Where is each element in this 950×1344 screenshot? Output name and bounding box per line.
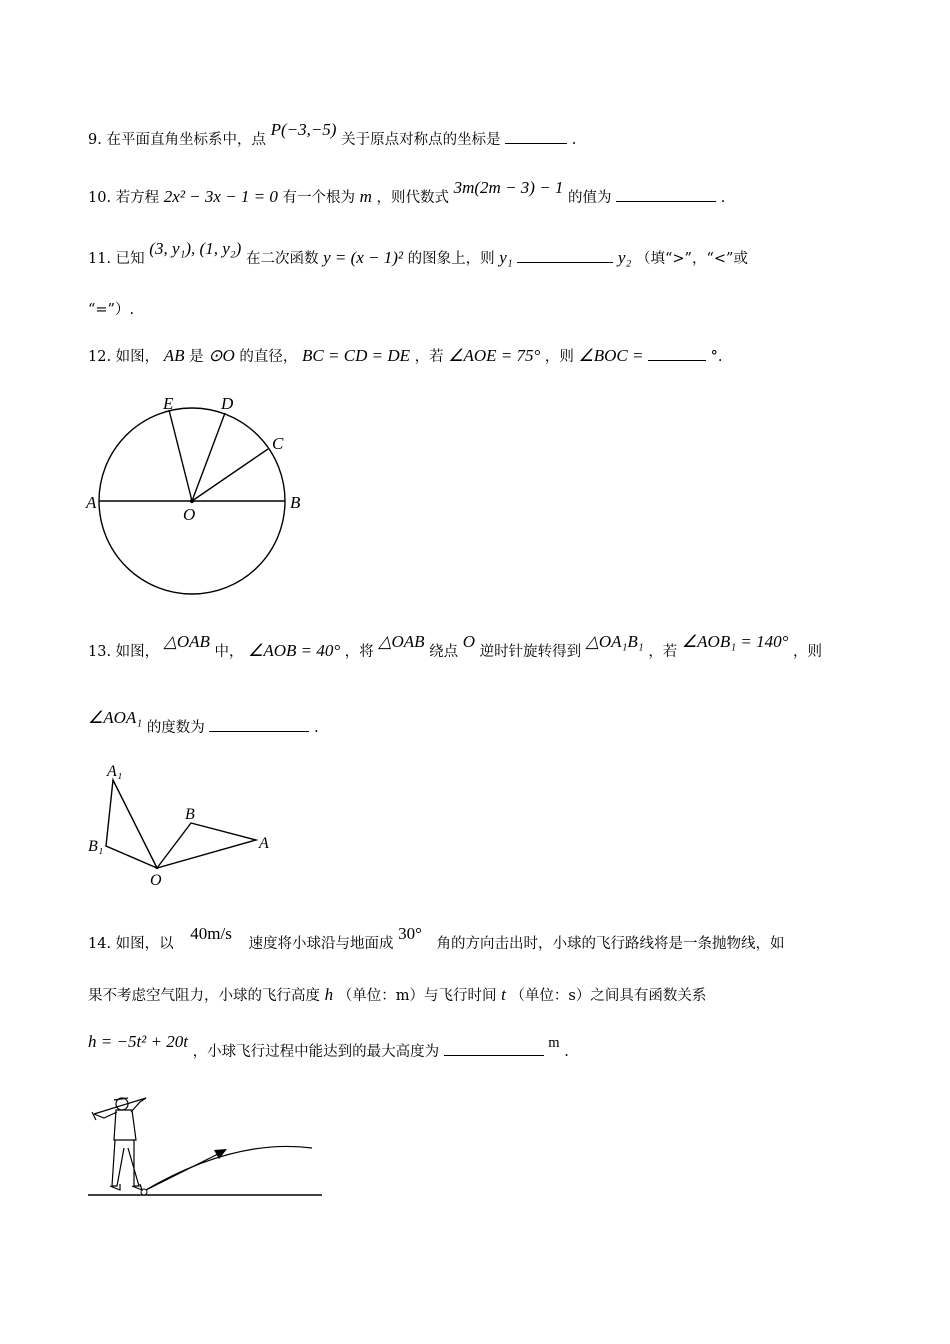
q12-radius-oe xyxy=(169,410,192,501)
q12-label-a: A xyxy=(86,493,97,512)
q13-text-g: ，则 xyxy=(793,644,822,660)
q14-line2-a: 果不考虑空气阻力，小球的飞行高度 xyxy=(88,988,320,1004)
q13-triangle-oa1b1-shape xyxy=(106,780,157,868)
q13-triangle-oab-2: △OAB xyxy=(378,632,425,651)
q13-label-a: A xyxy=(259,835,269,852)
q12-center-dot xyxy=(190,499,194,503)
q11-y2: y₂ xyxy=(617,248,632,267)
q14-golfer-icon xyxy=(92,1098,146,1190)
q12-label-b: B xyxy=(290,493,301,512)
q10-text-a: 若方程 xyxy=(115,190,160,206)
q10-text-b: 有一个根为 xyxy=(282,190,355,206)
q13-label-b: B xyxy=(185,806,195,823)
q10-text-d: 的值为 xyxy=(568,190,612,206)
q12-answer-blank[interactable] xyxy=(648,346,706,361)
q12-circle-o: ⊙O xyxy=(208,346,235,365)
q14-line2-c: （单位：s）之间具有函数关系 xyxy=(510,988,707,1004)
q12-text-e: ，则 xyxy=(544,349,574,365)
q12-radius-oc xyxy=(192,449,268,501)
q13-angle-aob: ∠AOB = 40° xyxy=(248,641,341,660)
q11-text-d: （填“>”，“<”或 xyxy=(636,251,748,267)
q14-speed: 40m/s xyxy=(190,924,232,943)
q13-rotation-figure xyxy=(82,758,282,893)
q14-text-a: 如图，以 xyxy=(115,936,174,952)
q13-point-o: O xyxy=(462,632,476,651)
question-11-line2 xyxy=(88,299,134,321)
q13-angle-aoa1: ∠AOA₁ xyxy=(88,708,143,727)
q11-y1: y₁ xyxy=(499,248,513,267)
question-11 xyxy=(88,239,748,270)
q9-end: . xyxy=(571,132,577,148)
q11-text-b: 在二次函数 xyxy=(245,251,319,267)
q9-answer-blank[interactable] xyxy=(505,129,567,144)
q13-answer-blank[interactable] xyxy=(209,717,309,732)
question-9 xyxy=(88,120,577,151)
q14-var-t: t xyxy=(501,985,506,1004)
q14-unit: m xyxy=(548,1035,560,1051)
q14-answer-blank[interactable] xyxy=(444,1041,544,1056)
q13-text-a: 如图， xyxy=(115,644,160,660)
q13-text-c: ，将 xyxy=(344,644,374,660)
q13-text-e: 逆时针旋转得到 xyxy=(479,644,582,660)
q10-equation: 2x² − 3x − 1 = 0 xyxy=(163,187,278,206)
q10-number: 10. xyxy=(88,190,112,206)
q12-radius-od xyxy=(192,413,225,501)
q11-function: y = (x − 1)² xyxy=(323,248,404,267)
q10-answer-blank[interactable] xyxy=(616,187,716,202)
q12-text-d: ，若 xyxy=(414,349,444,365)
q11-text-c: 的图象上，则 xyxy=(407,251,495,267)
q13-text-f: ，若 xyxy=(648,644,678,660)
q9-text-b: 关于原点对称点的坐标是 xyxy=(341,132,501,148)
question-10 xyxy=(88,178,726,209)
q13-label-b1: B₁ xyxy=(88,838,104,855)
question-14 xyxy=(88,924,785,955)
q12-label-d: D xyxy=(221,394,234,413)
q12-label-e: E xyxy=(163,394,174,413)
q9-text-a: 在平面直角坐标系中，点 xyxy=(106,132,266,148)
q12-text-c: 的直径， xyxy=(239,349,298,365)
q12-circle-figure xyxy=(80,385,310,600)
q13-text-d: 绕点 xyxy=(429,644,459,660)
q13-number: 13. xyxy=(88,644,112,660)
q12-angle-aoe: ∠AOE = 75° xyxy=(448,346,541,365)
q10-end: . xyxy=(720,190,726,206)
q14-line2-b: （单位：m）与飞行时间 xyxy=(337,988,497,1004)
q14-end: . xyxy=(564,1044,569,1060)
q12-label-c: C xyxy=(272,434,284,453)
q14-direction-arrow xyxy=(144,1151,224,1191)
q13-label-a1: A₁ xyxy=(107,763,123,780)
q14-number: 14. xyxy=(88,936,112,952)
question-13 xyxy=(88,632,822,663)
q12-end: °. xyxy=(710,349,723,365)
q13-end: . xyxy=(314,720,319,736)
question-14-line2 xyxy=(88,984,706,1007)
q12-text-a: 如图， xyxy=(115,349,160,365)
question-12 xyxy=(88,345,723,368)
q9-number: 9. xyxy=(88,132,102,148)
q12-arcs: BC = CD = DE xyxy=(302,346,410,365)
q11-text-a: 已知 xyxy=(115,251,145,267)
q13-angle-aob1: ∠AOB₁ = 140° xyxy=(681,632,789,651)
q14-angle: 30° xyxy=(398,924,422,943)
q10-root-m: m xyxy=(359,187,372,206)
q10-expression: 3m(2m − 3) − 1 xyxy=(453,178,564,197)
q12-label-o: O xyxy=(183,505,196,524)
question-14-line3 xyxy=(88,1032,569,1063)
q12-angle-boc: ∠BOC = xyxy=(578,346,644,365)
q10-text-c: ，则代数式 xyxy=(376,190,449,206)
q11-points: (3, y₁), (1, y₂) xyxy=(149,239,242,258)
q14-function: h = −5t² + 20t xyxy=(88,1032,188,1051)
q13-triangle-oab-shape xyxy=(157,823,256,868)
q13-text-b: 中， xyxy=(214,644,244,660)
q9-point-p: P(−3,−5) xyxy=(270,120,337,139)
q14-line3-a: ，小球飞行过程中能达到的最大高度为 xyxy=(192,1044,440,1060)
q14-text-c: 角的方向击出时，小球的飞行路线将是一条抛物线，如 xyxy=(436,936,785,952)
q11-number: 11. xyxy=(88,251,112,267)
q11-line2: “=”）. xyxy=(88,302,135,318)
q12-number: 12. xyxy=(88,349,112,365)
q14-golfer-figure xyxy=(84,1088,329,1203)
q13-triangle-oab: △OAB xyxy=(163,632,210,651)
q12-text-b: 是 xyxy=(189,349,204,365)
q13-label-o: O xyxy=(150,872,162,889)
q14-var-h: h xyxy=(324,985,334,1004)
q14-text-b: 速度将小球沿与地面成 xyxy=(248,936,394,952)
q11-answer-blank[interactable] xyxy=(517,248,613,263)
question-13-line2 xyxy=(88,708,319,739)
q13-triangle-oa1b1: △OA₁B₁ xyxy=(585,632,644,651)
q13-text-h: 的度数为 xyxy=(146,720,205,736)
q12-diameter-ab: AB xyxy=(163,346,185,365)
q14-flight-parabola xyxy=(144,1146,312,1191)
